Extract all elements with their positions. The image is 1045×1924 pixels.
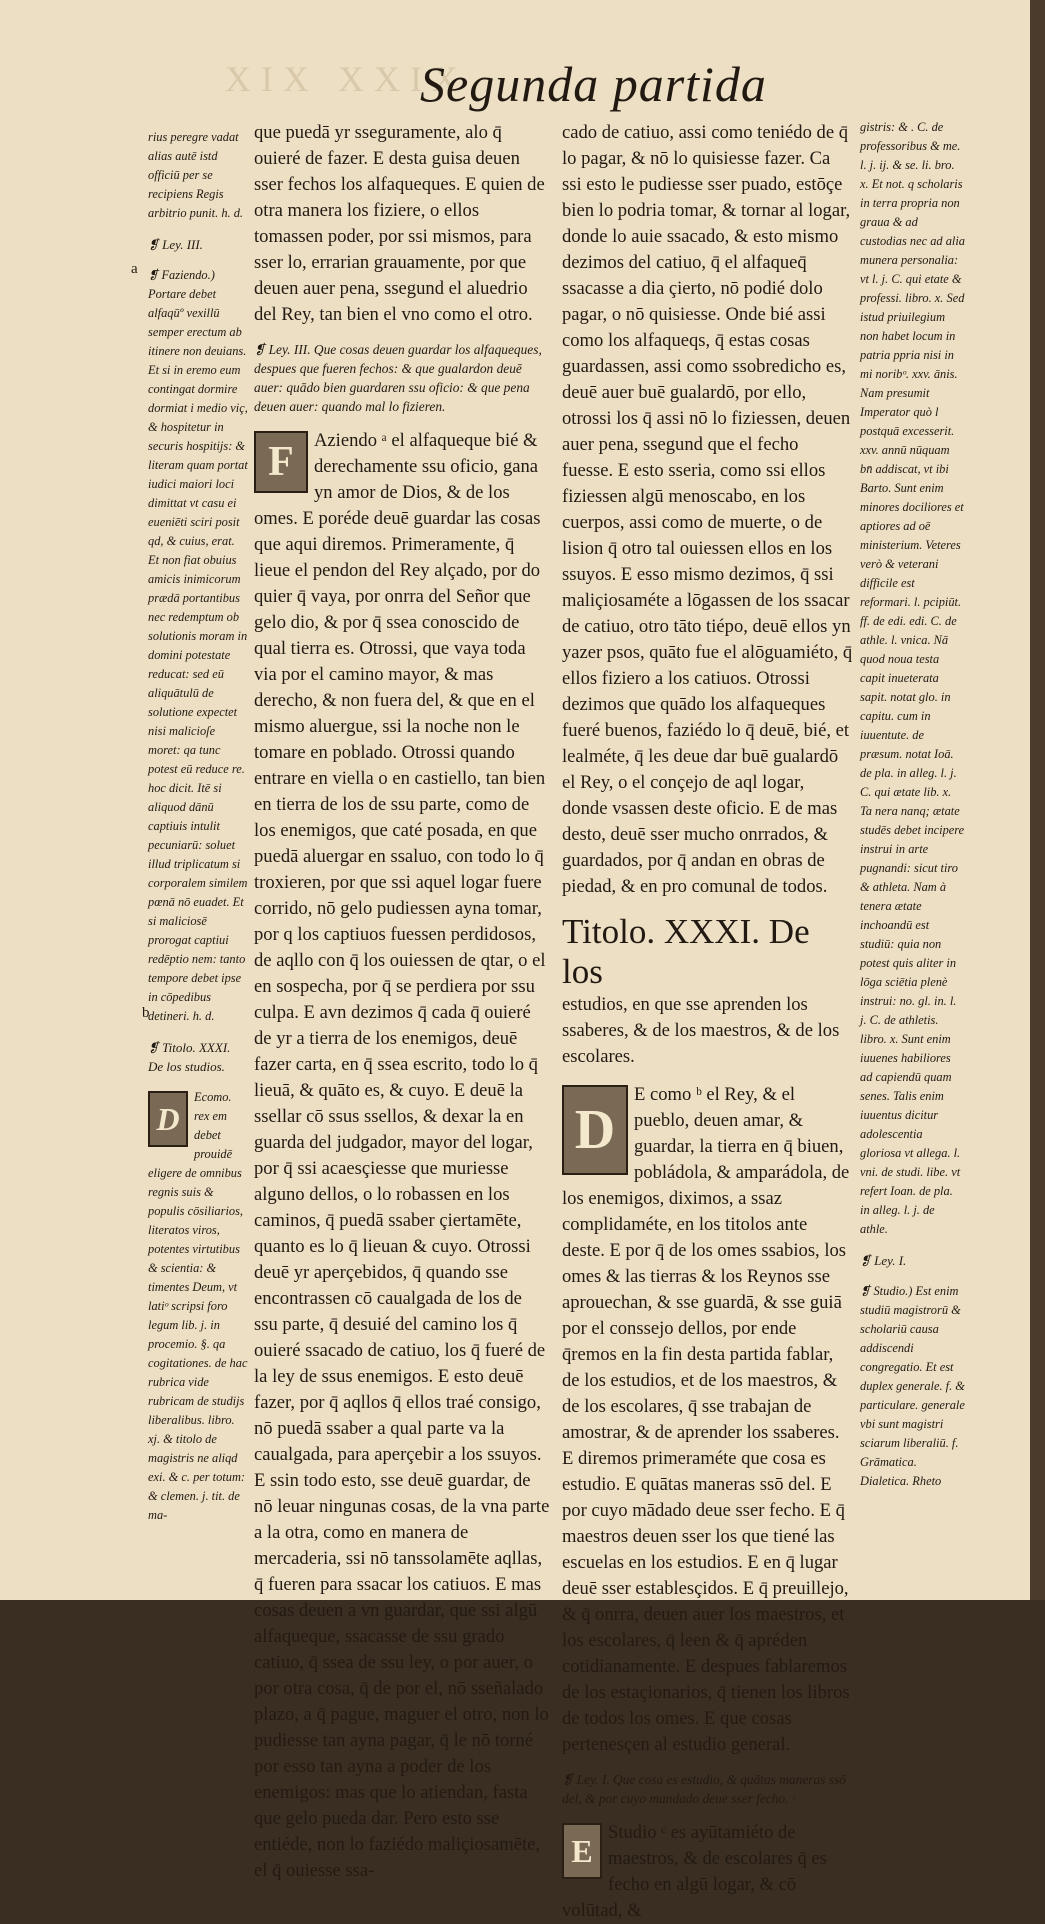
bleed-through-text: XIX XXIX [225,59,468,99]
page-edge [1030,0,1045,1600]
drop-cap: D [148,1091,188,1147]
page-title: Segunda partida [420,56,767,112]
drop-cap: E [562,1823,602,1879]
main-column-right [562,120,854,1921]
body-paragraph: E como ᵇ el Rey, & el pueblo, deuen amar, & guardar, la tierra en q̄ biuen, pobládola, & amparádola, de los enemigos, diximos, a ssaz complidaméte, en los titolos ante deste. E por q̄ de los omes ssabios, los omes & las tierras & los Reynos sse aprouechan, & sse guardā, & sse guiā por el conssejo dellos, por ende q̄remos en la fin desta partida fablar, de los estudios, et de los maestros, & de los escolares, q̄ sse trabajan de amostrar, & de aprender los ssaberes. E diremos primeraméte que cosa es estudio. E quātas maneras ssō del. E por cuyo mādado deue sser fecho. E q̄ maestros deuen sser los que tiené las escuelas en los estudios. E en q̄ lugar deuē sser establesçidos. E q̄ preuillejo, & q̄ onrra, deuen auer los maestros, et los escolares, q̄ leen & q̄ apréden cotidianamente. E despues fablaremos de los estaçionarios, q̄ tienen los libros de todos los omes. E que cosas pertenesçen al estudio general. [562,1084,850,1755]
body-paragraph: que puedā yr sseguramente, alo q̄ ouieré de fazer. E desta guisa deuen sser fechos los alfaqueques. E quien de otra manera los fiziere, o ellos tomassen poder, por ssi mismos, para sser lo, errarian grauamente, por que deuen auer pena, ssegund el aluedrio del Rey, tan bien el vno como el otro. [254,122,545,325]
body-paragraph: Aziendo ᵃ el alfaqueque bié & derechamente ssu oficio, gana yn amor de Dios, & de los omes. E poréde deuē guardar las cosas que aqui diremos. Primeramente, q̄ lieue el pendon del Rey alçado, por do quier q̄ vaya, por onrra del Señor que gelo dio, & por q̄ ssea conoscido de qual tierra es. Otrossi, que vaya toda via por el camino mayor, & mas derecho, & non fuera del, & que en el mismo aluergue, ssi la noche non le tomare en poblado. Otrossi quando entrare en viella o en castiello, tan bien en tierra de los de ssu parte, como de los enemigos, que caté posada, en que puedā aluergar en ssaluo, con todo lo q̄ troxieren, por que ssi aquel logar fuere corrido, nō gelo pudiessen ayna tomar, por q los captiuos fuessen perdidosos, de aqllo con q̄ los ouiessen de qtar, o el en sospecha, por q̄ se perdiera por ssu culpa. E avn dezimos q̄ cada q̄ ouieré de yr a tierra de los enemigos, deuē fazer carta, en q̄ ssea escrito, todo lo q̄ lieuā, & quāto es, & cuyo. E deuē la ssellar cō ssus ssellos, & dexar la en guarda del judgador, mayor del logar, por q̄ ssi acaesçiesse que muriesse alguno dellos, o lo robassen en los caminos, q̄ puedā ssaber çiertamēte, quanto es lo q̄ lieuan & cuyo. Otrossi deuē yr aperçebidos, q̄ quando sse encontrassen cō caualgada de los de ssu parte, q̄ desuié del camino los q̄ ouieré ssacado de catiuo, los q̄ fueré de la ley de ssus enemigos. E esto deuē fazer, por q̄ aqllos q̄ ellos traé consigo, nō puedā ssaber a qual parte va la caualgada, para aperçebir a los ssuyos. E ssin todo esto, sse deuē guardar, de nō leuar ningunas cosas, de la vna parte a la otra, como en manera de mercaderia, ssi nō tanssolamēte aqllas, q̄ fueren para ssacar los catiuos. E mas cosas deuen a vn guardar, que ssi algū alfaqueque, ssacasse de ssu grado catiuo, q̄ ssea de ssu ley, o por auer, o por otra cosa, q̄ de por el, nō sseñalado plazo, a q̄ pague, maguer el otro, non lo pudiesse tan ayna pagar, q̄ le nō torné por esso tan ayna a poder de los enemigos: mas que lo atiendan, fasta que gelo pueda dar. Pero esto sse entiéde, non lo faziédo maliçiosamēte, el q̄ ouiesse ssa- [254,430,550,1881]
title-subheading: estudios, en que sse aprenden los ssaberes, & de los maestros, & de los escolares. [562,994,840,1067]
gloss-heading: ❡ Titolo. XXXI. De los studios. [148,1040,231,1074]
gloss-paragraph: ❡ Studio.) Est enim studiū magistrorū & scholariū causa addiscendi congregatio. Et est duplex generale. f. & particulare. generale vbi sunt magistri sciarum liberaliū. f. Grāmatica. Dialetica. Rheto [860,1284,965,1488]
gloss-heading: ❡ Ley. I. [860,1253,907,1268]
body-paragraph: Studio ᶜ es ayūtamiéto de maestros, & de escolares q̄ es fecho en algū logar, & cō volūtad, & [562,1822,827,1921]
gloss-column-right [860,118,965,1488]
gloss-paragraph: rius peregre vadat alias autē istd officiū per se recipiens Regis arbitrio punit. h. d. [148,130,244,220]
main-column-left [254,120,550,1881]
gloss-paragraph: ❡ Faziendo.) Portare debet alfaqūº vexillū semper erectum ab itinere non deuians. Et si in eremo eum contingat dormire dormiat i medio viç, & hospitetur in securis hospitijs: & literam quam portat iudici maiori loci dimittat vt casu ei eueniēti sciri posit qd, & cuius, erat. Et non fiat obuius amicis inimicorum prædā portantibus nec redemptum ob solutionis moram in domini potestate reducat: sed eū aliquātulū de solutione expectet nisi malicioſe moret: qa tunc potest eū reduce re. hoc dicit. Itē si aliquod dānū captiuis intulit pecuniarū: soluet illud triplicatum si corporalem similem pœnā nō euadet. Et si maliciosē prorogat captiui redēptio nem: tanto tempore debet ipse in cōpedibus detineri. h. d. [148,268,248,1023]
drop-cap: F [254,431,308,493]
gloss-marker-a: a [131,261,138,277]
gloss-column-left [148,128,248,1522]
title-heading: Titolo. XXXI. De los [562,912,810,991]
law-rubric: ❡ Ley. III. Que cosas deuen guardar los alfaqueques, despues que fueren fechos: & que gualardon deuē auer: quādo bien guardaren ssu oficio: & que pena deuen auer: quando mal lo fizieren. [254,342,542,414]
gloss-marker-b: b [142,1005,150,1021]
law-rubric: ❡ Ley. I. Que cosa es estudio, & quātas maneras ssō del, & por cuyo mandado deue sser fecho. ᶜ [562,1772,846,1806]
gloss-heading: ❡ Ley. III. [148,237,203,252]
drop-cap: D [562,1085,628,1175]
gloss-paragraph: gistris: & . C. de professoribus & me. l. j. ij. & se. li. bro. x. Et not. q scholaris in terra propria non graua & ad custodias nec ad alia munera personalia: vt l. j. C. qui etate & professi. libro. x. Sed istud priuilegium non habet locum in patria ppria nisi in mi noribᵒ. xxv. ānis. Nam presumit Imperator quò l postquā excesserit. xxv. annū nūquam bn̄ addiscat, vt ibi Barto. Sunt enim minores dociliores et aptiores ad oē ministerium. Veteres verò & veterani difficile est reformari. l. pcipiūt. ff. de edi. edi. C. de athle. l. vnica. Nā quod noua testa capit inueterata sapit. notat glo. in capitu. cum in iuuentute. de præsum. notat Ioā. de pla. in alleg. l. j. C. qui ætate lib. x. Ta nera nanq; ætate studēs debet incipere instrui in arte pugnandi: sicut tiro & athleta. Nam à tenera ætate inchoandū est studiū: quia non potest quis aliter in lōga sciētia plenè instrui: no. gl. in. l. j. C. de athletis. libro. x. Sunt enim iuuenes habiliores ad capiendū quam senes. Talis enim iuuentus dicitur adolescentia gloriosa vt allega. l. vni. de studi. libe. vt refert Ioan. de pla. in alleg. l. j. de athle. [860,120,965,1236]
gloss-paragraph: Ecomo. rex em debet prouidē eligere de omnibus regnis suis & populis cōsiliarios, literatos viros, potentes virtutibus & scientia: & timentes Deum, vt latiᵒ scripsi foro legum lib. j. in procemio. §. qa cogitationes. de hac rubrica vide rubricam de studijs liberalibus. libro. xj. & titolo de magistris ne aliqd exi. & c. per totum: & clemen. j. tit. de ma- [148,1090,248,1522]
body-paragraph: cado de catiuo, assi como teniédo de q̄ lo pagar, & nō lo quisiesse fazer. Ca ssi esto le pudiesse sser puado, estōçe bien lo podria tomar, & tornar al logar, donde lo auie ssacado, & esto mismo dezimos del catiuo, q̄ el alfaqueq̄ ssacasse a dia çierto, nō podié dolo pagar, o nō quisiesse. Onde bié assi como los alfaqueqs, q̄ estas cosas guardassen, assi como ssobredicho es, deuē auer buē gualardō, por ello, otrossi los q̄ assi nō lo fiziessen, deuen auer pena, ssegund que el fecho fuesse. E esto sseria, como ssi ellos fiziessen algū menoscabo, en los cuerpos, assi como de muerte, o de lision q̄ otro tal ouiessen ellos en los ssuyos. E esso mismo dezimos, q̄ ssi maliçiosaméte a lōgassen de los ssacar de catiuo, otro tāto tiépo, deuē ellos yn yazer psos, quāto fue el alōguamiéto, q̄ ellos fiziero a los catiuos. Otrossi dezimos que quādo los alfaqueques fueré buenos, faziédo lo q̄ deuē, bié, et lealméte, q̄ les deue dar buē gualardō el Rey, o el conçejo de aql logar, donde vsassen deste oficio. E de mas desto, deuē sser mucho onrrados, & guardados, por q̄ andan en obras de piedad, & en pro comunal de todos. [562,122,853,897]
